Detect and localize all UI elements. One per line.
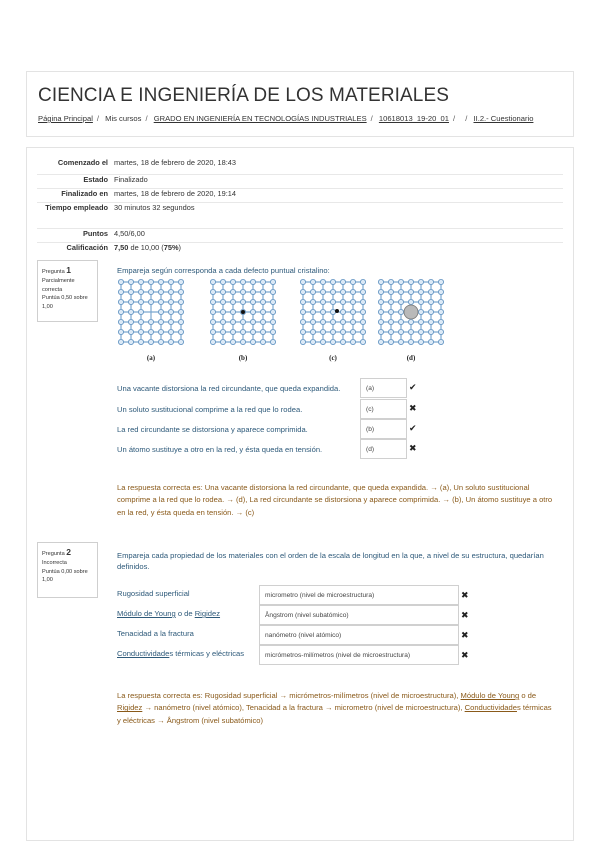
match-label: Módulo de Young o de Rigidez — [117, 609, 221, 618]
question-state: Parcialmente correcta — [42, 278, 75, 293]
match-label: Rugosidad superficial — [117, 589, 190, 598]
figure-label: (d) — [406, 354, 416, 362]
match-select[interactable]: micrómetros-milímetros (nivel de microestructura) — [259, 645, 459, 665]
match-label: Una vacante distorsiona la red circundante, que queda expandida. — [117, 384, 341, 393]
course-header — [26, 71, 574, 137]
breadcrumb: Página Principal / Mis cursos / GRADO EN INGENIERÍA EN TECNOLOGÍAS INDUSTRIALES / 10618013_19-20_01 / / II.2.- Cuestionario — [38, 114, 534, 123]
breadcrumb-quiz[interactable]: II.2.- Cuestionario — [473, 114, 534, 123]
summary-label: Puntos — [82, 228, 108, 238]
lattice-panel — [210, 279, 275, 362]
match-select[interactable]: (a) — [360, 378, 407, 398]
check-icon: ✔ — [409, 382, 417, 392]
match-select[interactable]: Ångstrom (nivel subatómico) — [259, 605, 459, 625]
match-select[interactable]: (b) — [360, 419, 407, 439]
grade-value: 7,50 de 10,00 (75%) — [114, 242, 182, 252]
figure-label: (b) — [238, 354, 248, 362]
match-label: Tenacidad a la fractura — [117, 629, 194, 638]
question-2-text: Empareja cada propiedad de los materiales con el orden de la escala de longitud en la que, a nivel de su estructura, quedarían definidos. — [117, 551, 544, 572]
question-1-text: Empareja según corresponda a cada defecto puntual cristalino: — [117, 266, 330, 275]
summary-value: 30 minutos 32 segundos — [114, 202, 195, 212]
check-icon: ✔ — [409, 423, 417, 433]
summary-label: Finalizado en — [61, 188, 108, 198]
question-2-feedback: La respuesta correcta es: Rugosidad superficial → micrómetros-milímetros (nivel de microestructura), Módulo de Young o de Rigidez → nanómetro (nivel atómico), Tenacidad a la fractura → micrometro (nivel de microestructura), Conductividades térmicas y eléctricas → Ångstrom (nivel subatómico) — [117, 691, 552, 725]
figure-label: (a) — [146, 354, 156, 362]
breadcrumb-my-courses[interactable]: Mis cursos — [105, 114, 142, 123]
cross-icon: ✖ — [461, 630, 469, 640]
question-points: Puntúa 0,50 sobre 1,00 — [42, 295, 88, 311]
cross-icon: ✖ — [461, 650, 469, 660]
match-select[interactable]: (c) — [360, 399, 407, 419]
point-defects-figure — [117, 278, 457, 364]
breadcrumb-home[interactable]: Página Principal — [38, 114, 93, 123]
summary-label: Estado — [83, 174, 108, 184]
cross-icon: ✖ — [409, 403, 417, 413]
summary-label: Calificación — [66, 242, 108, 252]
match-label: Un soluto sustitucional comprime a la red que lo rodea. — [117, 405, 303, 414]
summary-label: Comenzado el — [57, 158, 108, 167]
question-number: Pregunta 2 — [42, 547, 71, 557]
question-1-info — [37, 260, 98, 322]
match-select[interactable]: nanómetro (nivel atómico) — [259, 625, 459, 645]
question-1-feedback: La respuesta correcta es: Una vacante distorsiona la red circundante, que queda expandida. → (a), Un soluto sustitucional comprime a la red que lo rodea. → (d), La red circundante se distorsiona y aparece comprimida. → (b), Un átomo sustituye a otro en la red, y ésta queda en tensión. → (c) — [117, 483, 553, 517]
match-label: La red circundante se distorsiona y aparece comprimida. — [117, 425, 308, 434]
lattice-panel — [118, 279, 183, 362]
cross-icon: ✖ — [461, 610, 469, 620]
quiz-review-panel — [26, 147, 574, 841]
summary-value: 4,50/6,00 — [114, 228, 145, 238]
attempt-summary-table — [37, 158, 563, 257]
question-number: Pregunta 1 — [42, 265, 71, 275]
question-2-info — [37, 542, 98, 598]
lattice-panel — [378, 279, 443, 362]
figure-label: (c) — [329, 354, 337, 362]
summary-label: Tiempo empleado — [45, 202, 108, 212]
match-label: Conductividades térmicas y eléctricas — [117, 649, 245, 658]
breadcrumb-course-code[interactable]: 10618013_19-20_01 — [378, 114, 449, 123]
cross-icon: ✖ — [409, 443, 417, 453]
question-state: Incorrecta — [42, 560, 67, 567]
summary-value: Finalizado — [114, 174, 148, 184]
lattice-panel — [300, 279, 365, 362]
breadcrumb-degree[interactable]: GRADO EN INGENIERÍA EN TECNOLOGÍAS INDUSTRIALES — [153, 114, 367, 123]
summary-value: martes, 18 de febrero de 2020, 18:43 — [114, 158, 237, 167]
question-points: Puntúa 0,00 sobre 1,00 — [42, 568, 88, 584]
summary-value: martes, 18 de febrero de 2020, 19:14 — [114, 188, 237, 198]
match-select[interactable]: micrometro (nivel de microestructura) — [259, 585, 459, 605]
match-label: Un átomo sustituye a otro en la red, y ésta queda en tensión. — [117, 445, 323, 454]
course-title: CIENCIA E INGENIERÍA DE LOS MATERIALES — [38, 85, 450, 106]
cross-icon: ✖ — [461, 590, 469, 600]
match-select[interactable]: (d) — [360, 439, 407, 459]
